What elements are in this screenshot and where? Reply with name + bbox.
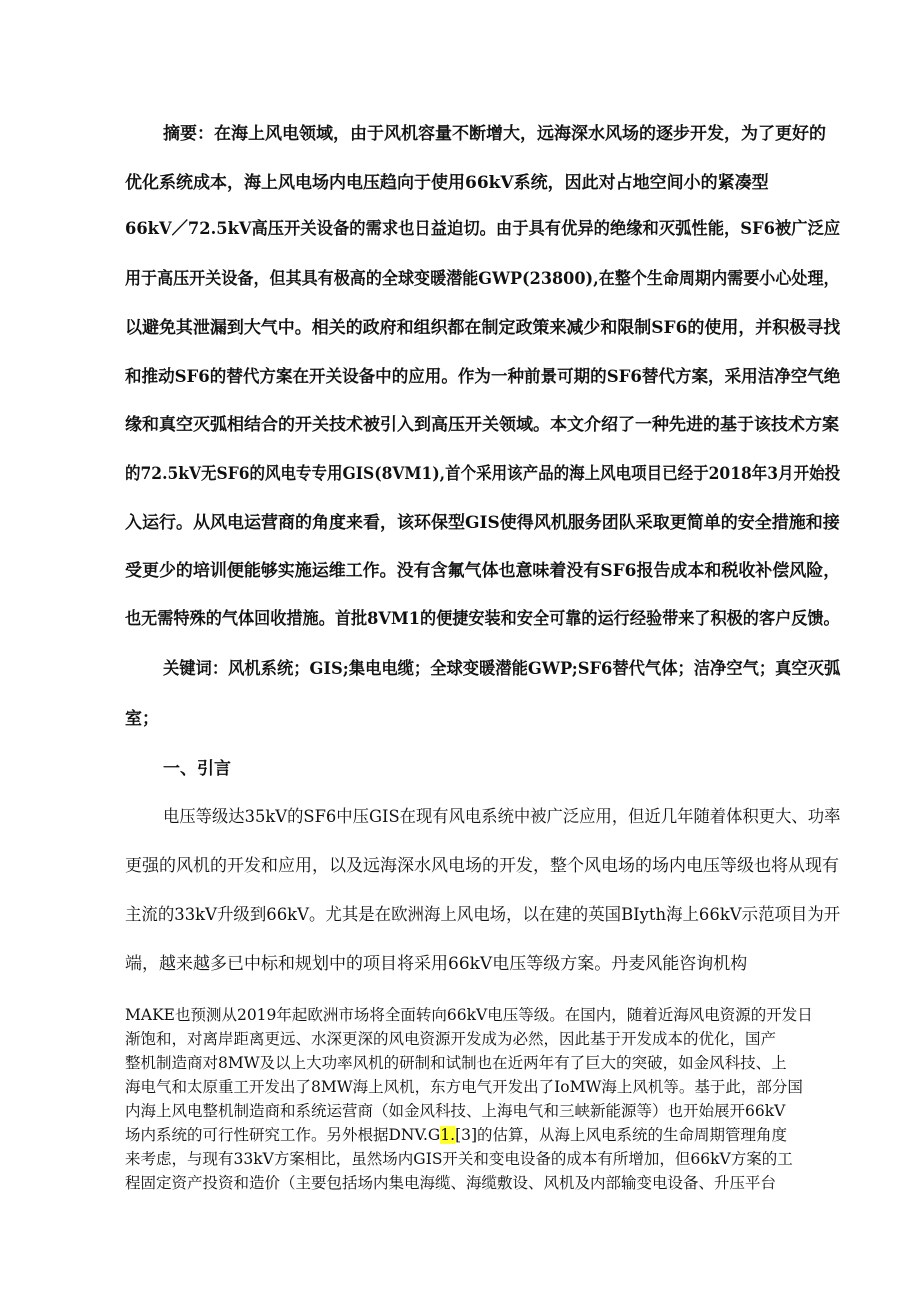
- abstract-line: 受更少的培训便能够实施运维工作。没有含氟气体也意味着没有SF6报告成本和税收补偿风险，: [125, 561, 841, 581]
- abstract-line: 入运行。从风电运营商的角度来看，该环保型GIS使得风机服务团队采取更简单的安全措施和接: [125, 513, 840, 533]
- paragraph-line: 内海上风电整机制造商和系统运营商（如金风科技、上海电气和三峡新能源等）也开始展开66kV: [125, 1102, 786, 1120]
- paragraph-line: 整机制造商对8MW及以上大功率风机的研制和试制也在近两年有了巨大的突破，如金风科技、上: [125, 1054, 787, 1072]
- abstract-line: 和推动SF6的替代方案在开关设备中的应用。作为一种前景可期的SF6替代方案，采用洁净空气绝: [125, 367, 841, 387]
- abstract-line: 的72.5kV无SF6的风电专专用GIS(8VM1),首个采用该产品的海上风电项目已经于2018年3月开始投: [125, 464, 841, 484]
- paragraph-line: MAKE也预测从2019年起欧洲市场将全面转向66kV电压等级。在国内，随着近海风电资源的开发日: [125, 1006, 813, 1024]
- section-heading: 一、引言: [163, 759, 231, 779]
- paragraph-line: 更强的风机的开发和应用，以及远海深水风电场的开发，整个风电场的场内电压等级也将从现有: [125, 856, 839, 876]
- paragraph-line: 程固定资产投资和造价（主要包括场内集电海缆、海缆敷设、风机及内部输变电设备、升压平台: [125, 1174, 777, 1192]
- abstract-line: 优化系统成本，海上风电场内电压趋向于使用66kV系统，因此对占地空间小的紧凑型: [125, 173, 769, 193]
- paragraph-text: [3]的估算，从海上风电系统的生命周期管理角度: [455, 1126, 788, 1144]
- abstract-line: 以避免其泄漏到大气中。相关的政府和组织都在制定政策来减少和限制SF6的使用，并积极寻找: [125, 318, 841, 338]
- keywords-line: 室；: [125, 709, 159, 729]
- paragraph-line: 端，越来越多已中标和规划中的项目将采用66kV电压等级方案。丹麦风能咨询机构: [125, 954, 748, 974]
- paragraph-line-with-highlight: [125, 1125, 787, 1145]
- paragraph-line: 海电气和太原重工开发出了8MW海上风机，东方电气开发出了IoMW海上风机等。基于此，部分国: [125, 1078, 803, 1096]
- paragraph-line: 来考虑，与现有33kV方案相比，虽然场内GIS开关和变电设备的成本有所增加，但66kV方案的工: [125, 1150, 793, 1168]
- keywords-line: 关键词：风机系统；GIS;集电电缆；全球变暖潜能GWP;SF6替代气体；洁净空气；真空灭弧: [163, 659, 841, 679]
- paragraph-line: 电压等级达35kV的SF6中压GIS在现有风电系统中被广泛应用，但近几年随着体积更大、功率: [163, 807, 841, 827]
- abstract-line: 66kV／72.5kV高压开关设备的需求也日益迫切。由于具有优异的绝缘和灭弧性能，SF6被广泛应: [125, 219, 841, 239]
- abstract-line: 也无需特殊的气体回收措施。首批8VM1的便捷安装和安全可靠的运行经验带来了积极的客户反馈。: [125, 609, 840, 629]
- highlighted-text: 1.: [440, 1126, 456, 1144]
- paragraph-text: 场内系统的可行性研究工作。另外根据DNV.G: [125, 1126, 441, 1144]
- paragraph-line: 渐饱和，对离岸距离更远、水深更深的风电资源开发成为必然，因此基于开发成本的优化，国产: [125, 1030, 777, 1048]
- abstract-line: 用于高压开关设备，但其具有极高的全球变暖潜能GWP(23800),在整个生命周期内需要小心处理，: [125, 269, 840, 289]
- paragraph-line: 主流的33kV升级到66kV。尤其是在欧洲海上风电场，以在建的英国BIyth海上66kV示范项目为开: [125, 905, 841, 925]
- abstract-line: 摘要：在海上风电领域，由于风机容量不断增大，远海深水风场的逐步开发，为了更好的: [163, 124, 826, 144]
- abstract-line: 缘和真空灭弧相结合的开关技术被引入到高压开关领域。本文介绍了一种先进的基于该技术方案: [125, 415, 839, 435]
